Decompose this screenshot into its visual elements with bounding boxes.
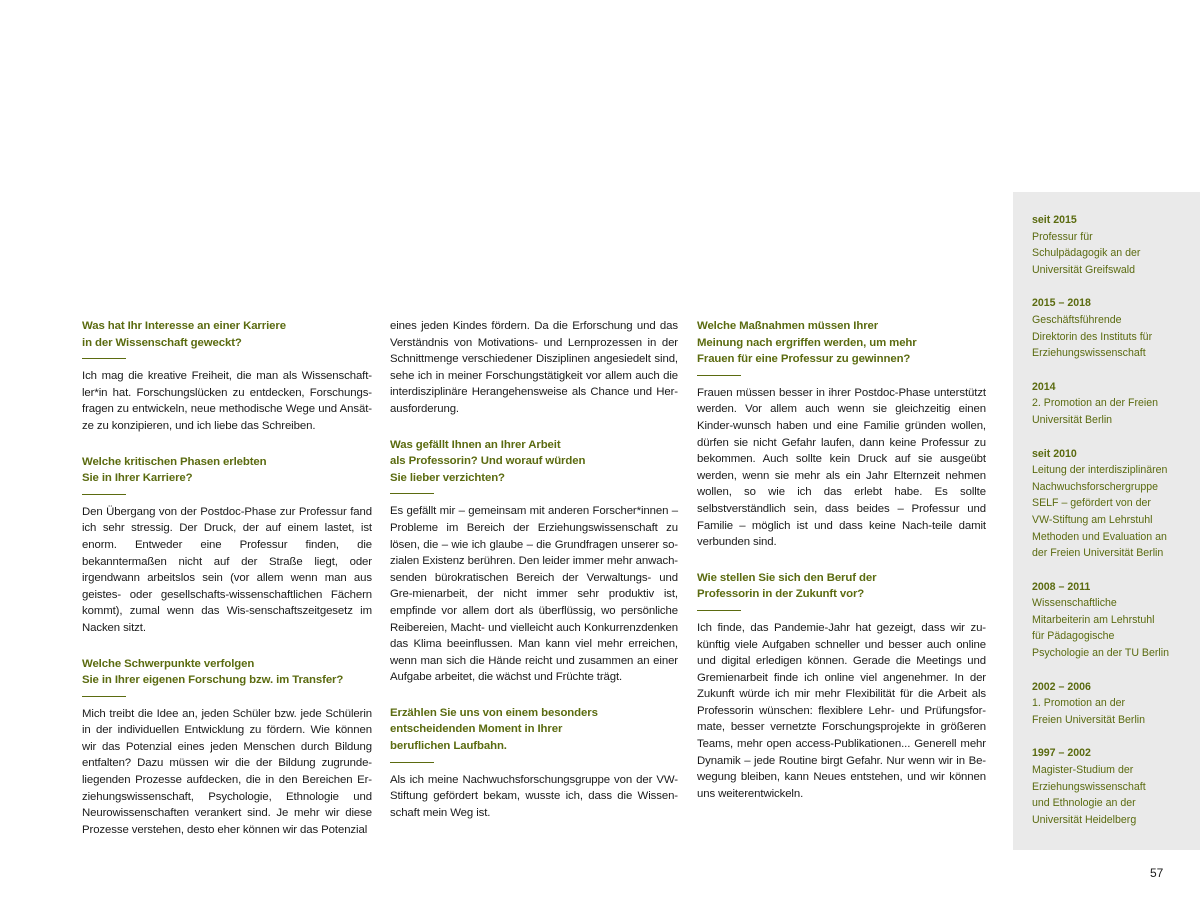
answer-paragraph-continued: eines jeden Kindes fördern. Da die Erforschung und das Verständnis von Motivations- und Lernprozessen in der Schnittmenge verschiedener Disziplinen angesiedelt sind, sehe ich in meiner Forschungstätigkeit vor allem auch die interdisziplinäre Herangehensweise als Chance und Her-ausforderung.	[390, 320, 678, 415]
cv-entry	[1032, 295, 1192, 361]
cv-year: seit 2010	[1032, 447, 1077, 460]
text-column-2	[390, 318, 678, 840]
cv-desc: Geschäftsführende Direktorin des Instituts für Erziehungswissenschaft	[1032, 313, 1153, 360]
heading-rule	[82, 696, 126, 697]
heading-rule	[82, 358, 126, 359]
cv-year: 2008 – 2011	[1032, 580, 1091, 593]
cv-year: seit 2015	[1032, 214, 1077, 226]
cv-entry	[1032, 446, 1192, 562]
question-heading: Erzählen Sie uns von einem besonders entscheidenden Moment in Ihrer beruflichen Laufbahn.	[390, 706, 598, 753]
question-heading: Welche Maßnahmen müssen Ihrer Meinung nach ergriffen werden, um mehr Frauen für eine Professur zu gewinnen?	[697, 320, 917, 366]
heading-rule	[697, 375, 741, 376]
cv-desc: 1. Promotion an der Freien Universität Berlin	[1032, 697, 1146, 726]
answer-paragraph: Mich treibt die Idee an, jeden Schüler bzw. jede Schülerin in der individuellen Entwicklung zu fördern. Wie können wir das Potenzial eines jeden Menschen durch Bildung entfalten? Dazu müssen wir die der Bildung zugrunde-liegenden Prozesse aufdecken, die in den Bereichen Er-ziehungswissenschaft, Psychologie, Ethnologie und Neurowissenschaften verankert sind. Je mehr wir diese Prozesse verstehen, desto eher können wir das Potenzial	[82, 707, 372, 836]
cv-list	[1032, 212, 1192, 845]
answer-paragraph: Frauen müssen besser in ihrer Postdoc-Phase unterstützt werden. Vor allem auch wenn sie gleichzeitig einen Kinder-wunsch haben und eine Familie gründen wollen, dürfen sie nicht Gefahr laufen, dann keine Professur zu bekommen. Auch sollte kein Druck auf sie ausgeübt werden, wenn sie mehr als ein Jahr Elternzeit nehmen wollen, so wie ich das erlebt habe. Es sollte selbstverständlich sein, dass beides – Professur und Familie – möglich ist und dass keine Nach-teile damit verbunden sind.	[697, 386, 986, 549]
cv-desc: 2. Promotion an der Freien Universität Berlin	[1032, 397, 1159, 426]
cv-year: 2015 – 2018	[1032, 297, 1091, 310]
question-heading: Was hat Ihr Interesse an einer Karriere in der Wissenschaft geweckt?	[82, 320, 286, 349]
cv-year: 2014	[1032, 380, 1056, 393]
answer-paragraph: Als ich meine Nachwuchsforschungsgruppe von der VW-Stiftung gefördert bekam, wusste ich, dass die Wissen-schaft mein Weg ist.	[390, 773, 678, 819]
cv-year: 2002 – 2006	[1032, 680, 1091, 693]
answer-paragraph: Ich finde, das Pandemie-Jahr hat gezeigt, dass wir zu-künftig viele Aufgaben schneller und besser auch online und digital erledigen können. Gerade die Meetings und Gremienarbeit finde ich online viel angenehmer. In der Zukunft würde ich mir mehr Flexibilität für die Arbeit als Professorin wünschen: flexiblere Lehr- und Prüfungsfor-mate, besser vernetzte Forschungsprojekte in größeren Teams, mehr open access-Publikationen... Generell mehr Dynamik – jede Routine birgt Gefahr. Nur wenn wir in Be-wegung bleiben, kann Neues entstehen, und wir können uns weiterentwickeln.	[697, 621, 986, 800]
answer-paragraph: Es gefällt mir – gemeinsam mit anderen Forscher*innen – Probleme im Bereich der Erziehungswissenschaft zu lösen, die – wie ich glaube – die Grundfragen unserer so-zialen Existenz berühren. Den leider immer mehr anwach-senden bürokratischen Bereich der Verwaltungs- und Gre-mienarbeit, der nicht immer sehr produktiv ist, empfinde vor allem dort als überflüssig, wo persönliche Reibereien, Macht- und vielleicht auch Konkurrenzdenken das Klima beeinflussen. Man kann viel mehr erreichen, wenn man sich die Hände reicht und zusammen an einer Aufgabe arbeitet, die wächst und Früchte trägt.	[390, 505, 678, 684]
answer-paragraph: Den Übergang von der Postdoc-Phase zur Professur fand ich sehr stressig. Der Druck, der auf einem lastet, ist enorm. Entweder eine Professur finden, die bekanntermaßen nicht auf der Straße liegt, oder irgendwann arbeitslos sein (vor allem wenn man aus geistes- oder gesellschafts-wissenschaftlichen Fächern kommt), zumal wenn das Wis-senschaftszeitgesetz im Nacken sitzt.	[82, 505, 372, 634]
question-heading: Welche kritischen Phasen erlebten Sie in Ihrer Karriere?	[82, 455, 267, 485]
cv-entry	[1032, 745, 1192, 828]
heading-rule	[390, 762, 434, 763]
question-heading: Wie stellen Sie sich den Beruf der Professorin in der Zukunft vor?	[697, 571, 877, 601]
cv-desc: Professur für Schulpädagogik an der Universität Greifswald	[1032, 230, 1141, 276]
cv-desc: Wissenschaftliche Mitarbeiterin am Lehrstuhl für Pädagogische Psychologie an der TU Berlin	[1032, 597, 1170, 660]
cv-entry	[1032, 212, 1192, 278]
question-heading: Was gefällt Ihnen an Ihrer Arbeit als Professorin? Und worauf würden Sie lieber verzichten?	[390, 438, 586, 484]
heading-rule	[82, 494, 126, 495]
answer-paragraph: Ich mag die kreative Freiheit, die man als Wissenschaft-ler*in hat. Forschungslücken zu entdecken, Forschungs-fragen zu entwickeln, neue methodische Wege und Ansät-ze zu konzipieren, und ich liebe das Schreiben.	[82, 370, 372, 432]
heading-rule	[697, 610, 741, 611]
cv-entry	[1032, 579, 1192, 662]
page-number: 57	[1150, 866, 1164, 880]
heading-rule	[390, 493, 434, 494]
cv-entry	[1032, 679, 1192, 729]
cv-desc: Leitung der interdisziplinären Nachwuchsforschergruppe SELF – gefördert von der VW-Stiftung am Lehrstuhl Methoden und Evaluation an der Freien Universität Berlin	[1032, 464, 1168, 560]
question-heading: Welche Schwerpunkte verfolgen Sie in Ihrer eigenen Forschung bzw. im Transfer?	[82, 657, 344, 687]
cv-entry	[1032, 379, 1192, 429]
text-column-1	[82, 318, 372, 857]
cv-desc: Magister-Studium der Erziehungswissenschaft und Ethnologie an der Universität Heidelberg	[1032, 764, 1146, 826]
cv-year: 1997 – 2002	[1032, 747, 1091, 760]
text-column-3	[697, 318, 986, 821]
